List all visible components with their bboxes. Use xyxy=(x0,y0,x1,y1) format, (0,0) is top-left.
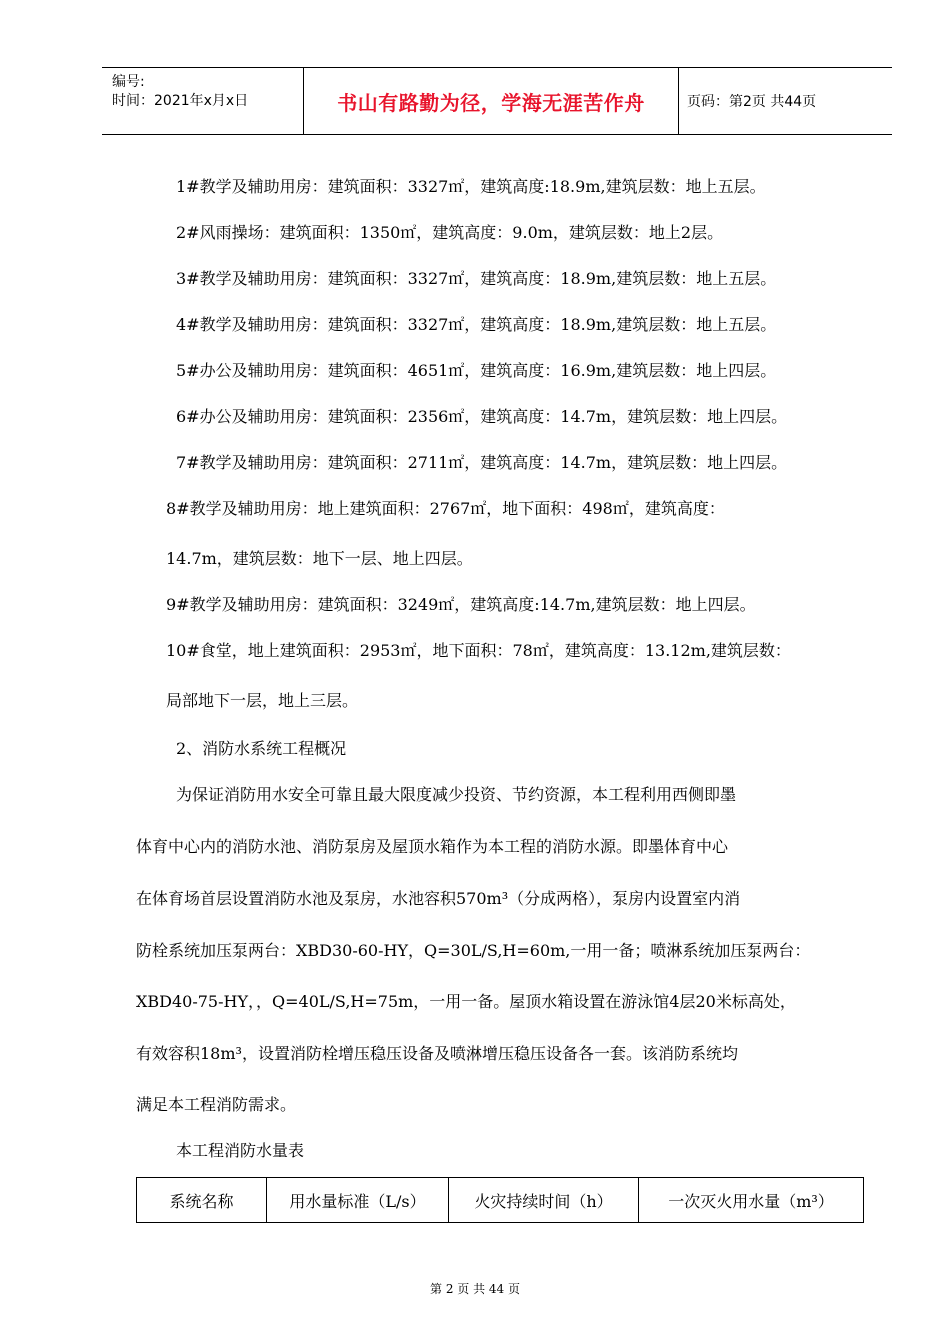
header-number: 编号: xyxy=(112,74,145,90)
building-4-line: 4#教学及辅助用房：建筑面积：3327㎡，建筑高度：18.9m,建筑层数：地上五层。 xyxy=(176,315,777,334)
building-3-line: 3#教学及辅助用房：建筑面积：3327㎡，建筑高度：18.9m,建筑层数：地上五层。 xyxy=(176,269,777,288)
building-10-line-cont: 局部地下一层，地上三层。 xyxy=(166,691,359,710)
water-volume-table xyxy=(136,1177,864,1223)
table-header-cell: 系统名称 xyxy=(137,1178,267,1222)
building-1-line: 1#教学及辅助用房：建筑面积：3327㎡，建筑高度:18.9m,建筑层数：地上五层。 xyxy=(176,177,766,196)
building-8-line-cont: 14.7m，建筑层数：地下一层、地上四层。 xyxy=(166,549,473,568)
page-footer: 第 2 页 共 44 页 xyxy=(430,1282,520,1296)
paragraph-line: 在体育场首层设置消防水池及泵房，水池容积570m³（分成两格），泵房内设置室内消 xyxy=(136,889,741,908)
building-6-line: 6#办公及辅助用房：建筑面积：2356㎡，建筑高度：14.7m，建筑层数：地上四层。 xyxy=(176,407,788,426)
paragraph-line: XBD40-75-HY，，Q=40L/S,H=75m，一用一备。屋顶水箱设置在游泳馆4层20米标高处， xyxy=(136,992,796,1011)
paragraph-line: 防栓系统加压泵两台：XBD30-60-HY，Q=30L/S,H=60m,一用一备；喷淋系统加压泵两台： xyxy=(136,941,811,960)
building-5-line: 5#办公及辅助用房：建筑面积：4651㎡，建筑高度：16.9m,建筑层数：地上四层。 xyxy=(176,361,777,380)
paragraph-line: 体育中心内的消防水池、消防泵房及屋顶水箱作为本工程的消防水源。即墨体育中心 xyxy=(136,837,729,856)
building-10-line: 10#食堂，地上建筑面积：2953㎡，地下面积：78㎡，建筑高度：13.12m,建筑层数： xyxy=(166,641,791,660)
building-7-line: 7#教学及辅助用房：建筑面积：2711㎡，建筑高度：14.7m，建筑层数：地上四层。 xyxy=(176,453,788,472)
header-meta xyxy=(102,68,304,134)
section-heading: 2、消防水系统工程概况 xyxy=(176,739,347,758)
building-2-line: 2#风雨操场：建筑面积：1350㎡，建筑高度：9.0m，建筑层数：地上2层。 xyxy=(176,223,724,242)
paragraph-line: 满足本工程消防需求。 xyxy=(136,1095,297,1114)
header-motto: 书山有路勤为径，学海无涯苦作舟 xyxy=(304,68,679,134)
table-header-cell: 火灾持续时间（h） xyxy=(449,1178,639,1222)
table-header-cell: 用水量标准（L/s） xyxy=(267,1178,449,1222)
building-9-line: 9#教学及辅助用房：建筑面积：3249㎡，建筑高度:14.7m,建筑层数：地上四层。 xyxy=(166,595,756,614)
building-8-line: 8#教学及辅助用房：地上建筑面积：2767㎡，地下面积：498㎡，建筑高度： xyxy=(166,499,725,518)
paragraph-line: 为保证消防用水安全可靠且最大限度减少投资、节约资源，本工程利用西侧即墨 xyxy=(176,785,737,804)
paragraph-line: 有效容积18m³，设置消防栓增压稳压设备及喷淋增压稳压设备各一套。该消防系统均 xyxy=(136,1044,738,1063)
header-page-info: 页码：第2页 共44页 xyxy=(687,94,817,110)
header-time: 时间：2021年x月x日 xyxy=(112,93,249,109)
page-header xyxy=(102,67,892,135)
table-caption: 本工程消防水量表 xyxy=(176,1141,305,1160)
table-header-cell: 一次灭火用水量（m³） xyxy=(668,1191,834,1211)
